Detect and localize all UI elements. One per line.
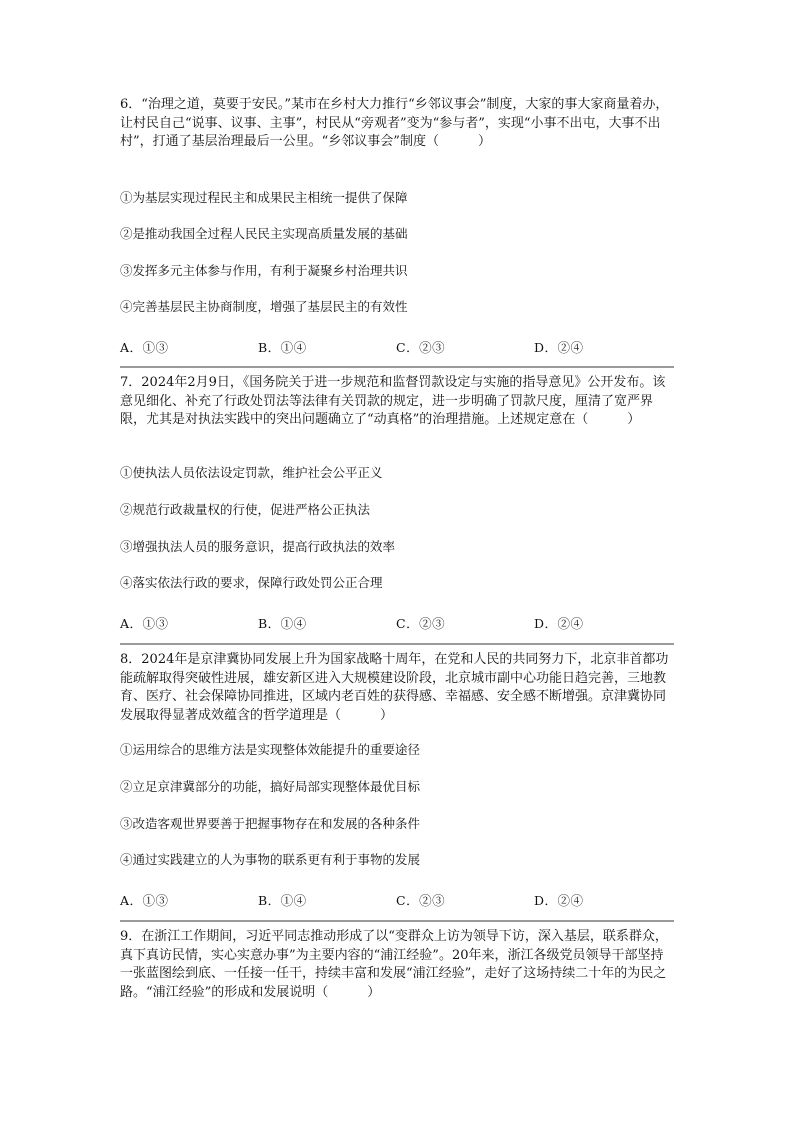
question-stem: 8．2024年是京津冀协同发展上升为国家战略十周年，在党和人民的共同努力下，北京非首都功能疏解取得突破性进展，雄安新区进入大规模建设阶段，北京城市副中心功能日趋完善，三地教育、医疗、社会保障协同推进，区域内老百姓的获得感、幸福感、安全感不断增强。京津冀协同发展取得显著成效蕴含的哲学道理是（ ）	[120, 652, 669, 723]
choice-c[interactable]: C．②③	[396, 616, 446, 631]
choice-d[interactable]: D．②④	[534, 340, 584, 355]
option-3: ③改造客观世界要善于把握事物存在和发展的各种条件	[120, 816, 421, 831]
option-2: ②立足京津冀部分的功能，搞好局部实现整体最优目标	[120, 779, 421, 794]
answer-choices	[120, 338, 680, 356]
option-1: ①为基层实现过程民主和成果民主相统一提供了保障	[120, 190, 408, 205]
question-8	[120, 651, 675, 908]
choice-d[interactable]: D．②④	[534, 616, 584, 631]
question-9	[120, 928, 675, 1002]
question-divider	[120, 643, 674, 645]
option-2: ②是推动我国全过程人民民主实现高质量发展的基础	[120, 226, 408, 241]
option-1: ①运用综合的思维方法是实现整体效能提升的重要途径	[120, 742, 421, 757]
question-6	[120, 96, 675, 355]
choice-c[interactable]: C．②③	[396, 340, 446, 355]
option-3: ③发挥多元主体参与作用，有利于凝聚乡村治理共识	[120, 263, 408, 278]
choice-b[interactable]: B．①④	[258, 340, 307, 355]
choice-a[interactable]: A．①③	[120, 616, 169, 631]
choice-d[interactable]: D．②④	[534, 893, 584, 908]
question-7	[120, 374, 675, 631]
question-stem: 9．在浙江工作期间，习近平同志推动形成了以“变群众上访为领导下访，深入基层，联系群众，真下真访民情，实心实意办事”为主要内容的“浦江经验”。20年来，浙江各级党员领导干部坚持一张蓝图绘到底、一任接一任干，持续丰富和发展“浦江经验”，走好了这场持续二十年的为民之路。“浦江经验”的形成和发展说明（ ）	[120, 929, 668, 1000]
choice-b[interactable]: B．①④	[258, 893, 307, 908]
option-4: ④通过实践建立的人为事物的联系更有利于事物的发展	[120, 852, 421, 867]
question-stem: 7．2024年2月9日，《国务院关于进一步规范和监督罚款设定与实施的指导意见》公开发布。该意见细化、补充了行政处罚法等法律有关罚款的规定，进一步明确了罚款尺度，厘清了宽严界限，尤其是对执法实践中的突出问题确立了“动真格”的治理措施。上述规定意在（ ）	[120, 375, 666, 427]
choice-a[interactable]: A．①③	[120, 893, 169, 908]
choice-a[interactable]: A．①③	[120, 340, 169, 355]
option-4: ④落实依法行政的要求，保障行政处罚公正合理	[120, 575, 383, 590]
question-stem: 6．“治理之道，莫要于安民。”某市在乡村大力推行“乡邻议事会”制度，大家的事大家商量着办，让村民自己“说事、议事、主事”，村民从“旁观者”变为“参与者”，实现“小事不出屯，大事不出村”，打通了基层治理最后一公里。“乡邻议事会”制度（ ）	[120, 97, 669, 149]
choice-b[interactable]: B．①④	[258, 616, 307, 631]
answer-choices	[120, 891, 680, 909]
choice-c[interactable]: C．②③	[396, 893, 446, 908]
option-1: ①使执法人员依法设定罚款，维护社会公平正义	[120, 465, 383, 480]
question-divider	[120, 920, 674, 922]
option-3: ③增强执法人员的服务意识，提高行政执法的效率	[120, 539, 396, 554]
option-2: ②规范行政裁量权的行使，促进严格公正执法	[120, 502, 371, 517]
question-divider	[120, 366, 674, 368]
answer-choices	[120, 614, 680, 632]
option-4: ④完善基层民主协商制度，增强了基层民主的有效性	[120, 299, 408, 314]
